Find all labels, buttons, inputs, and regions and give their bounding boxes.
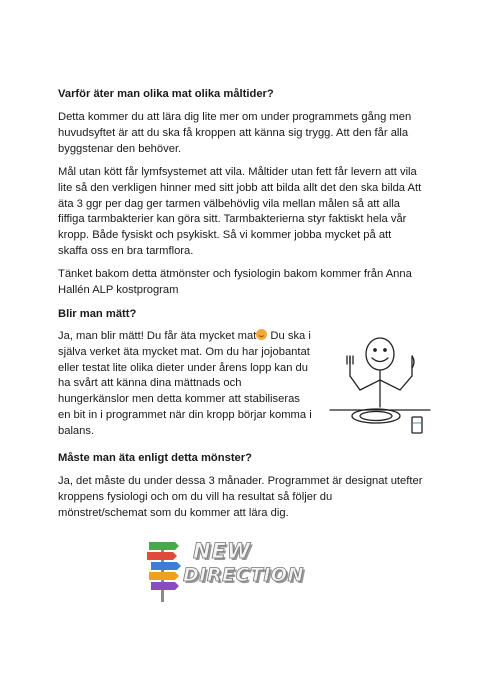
heading-blir-man-matt: Blir man mätt? xyxy=(58,308,137,320)
heading-olika-maltider: Varför äter man olika mat olika måltider? xyxy=(58,88,274,100)
stick-figure-plate-illustration xyxy=(320,332,440,447)
sign-text-new: NEW xyxy=(193,539,252,563)
paragraph-huvudsyfte: Detta kommer du att lära dig lite mer om under programmets gång men huvudsyftet är att du ska få kroppen att känna sig trygg. Att den får alla byggstenar den behöver. xyxy=(58,111,412,155)
paragraph-programmet: Ja, det måste du under dessa 3 månader. Programmet är designat utefter kroppens fysiologi och om du vill ha resultat så följer du mönstret/schemat som du kommer att lära dig. xyxy=(58,475,423,519)
heading-maste-man-ata: Måste man äta enligt detta mönster? xyxy=(58,452,252,464)
paragraph-anna-hallen: Tänket bakom detta ätmönster och fysiologin bakom kommer från Anna Hallén ALP kostprogram xyxy=(58,268,412,296)
paragraph-lymfsystemet: Mål utan kött får lymfsystemet att vila. Måltider utan fett får levern att vila lite så den verkligen hinner med sitt jobb att bilda allt det den ska bilda Att äta 3 ggr per dag ger tarmen välbehövlig vila mellan målen så att alla fiffiga tarmbakterier kan göra sitt. Tarmbakterierna styr faktiskt hela vår kropp. Både fysiskt och psykiskt. Så vi kommer jobba mycket på att skaffa oss en bra tarmflora. xyxy=(58,166,422,257)
sign-text-direction: DIRECTION xyxy=(183,564,304,586)
paragraph-matt xyxy=(58,329,314,440)
paragraph-matt-part1: Ja, man blir mätt! Du får äta mycket mat xyxy=(58,330,257,342)
paragraph-matt-part2: Du ska i själva verket äta mycket mat. Om du har jojobantat eller testat lite olika dieter under årens lopp kan du ha svårt att känna dina mättnads och hungerkänslor men detta kommer att stabiliseras en bit in i programmet när din kropp börjar komma i balans. xyxy=(58,330,312,437)
smiley-icon xyxy=(256,329,267,340)
new-direction-graphic xyxy=(145,534,315,604)
